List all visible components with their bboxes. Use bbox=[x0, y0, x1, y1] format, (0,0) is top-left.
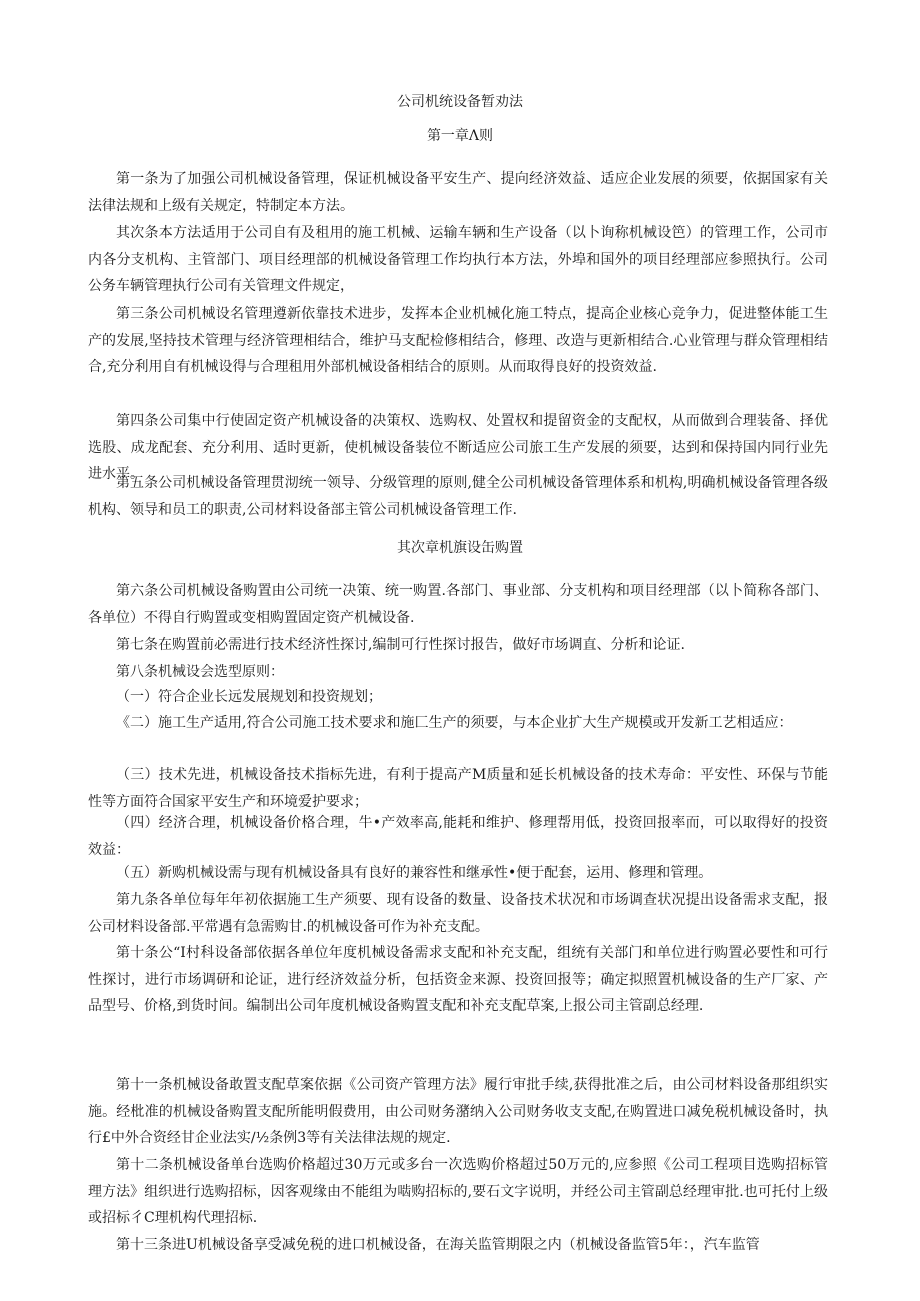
article-8: 第八条机械设会选型原则： bbox=[116, 664, 284, 680]
article-8-item-3: （三）技术先进，机械设备技术指标先进，有利于提高产M质量和延长机械设备的技术寿命：平安性、环保与节能性等方面符合国家平安生产和环境爱护要求； bbox=[88, 767, 828, 810]
article-5: 第五条公司机械设备管理贯沏统一领导、分级管理的原则,健全公司机械设备管理体系和机构,明确机械设备管理各级机构、领导和员工的职责,公司材料设备部主管公司机械设备管理工作. bbox=[88, 475, 828, 518]
article-4: 第四条公司集中行使固定资产机械设备的决策权、选购权、处置权和提留资金的支配权，从而做到合理装备、择优选股、成龙配套、充分利用、适时更新，使机械设备装位不断适应公司旅工生产发展的须要，达到和保持国内同行业先进水平。 bbox=[88, 413, 828, 483]
article-10: 第十条公“Ι村科设备部依据各单位年度机械设备需求支配和补充支配，组统有关部门和单位进行购置必要性和可行性探讨，进行市场调研和论证，进行经济效益分析，包括资金来源、投资回报等；确定拟照置机械设备的生产厂家、产品型号、价格,到货时间。编制出公司年度机械设备购置支配和补充支配草案,上报公司主管副总经理. bbox=[88, 945, 828, 1015]
article-8-item-4: （四）经济合理，机械设备价格合理，牛•产效率高,能耗和维护、修理帮用低，投资回报率而，可以取得好的投资效益： bbox=[88, 815, 828, 858]
article-8-item-5: （五）新购机械设需与现有机械设备具有良好的兼容性和继承性•便于配套，运用、修理和管理。 bbox=[116, 865, 713, 881]
article-1: 第一条为了加强公司机械设备管理，保证机械设备平安生产、提向经济效益、适应企业发展的须要，依据国家有关法律法规和上级有关规定，特制定本方法。 bbox=[88, 171, 828, 214]
article-3: 第三条公司机械设名管理遵新依靠技术进步，发挥本企业机械化施工特点，提高企业核心竞争力，促进整体能工生产的发展,坚持技术管理与经济管理相结合，维护马支配检修相结合，修理、改造与更新相结合.心业管理与群众管理相结合,充分利用自有机械设得与合理租用外部机械设备相结合的原则。从而取得良好的投资效益. bbox=[88, 306, 828, 376]
article-13: 第十三条进U机械设备享受减免税的进口机械设备，在海关监管期限之内（机械设备监管5年：，汽车监管 bbox=[116, 1237, 760, 1253]
article-12: 第十二条机械设备单台选购价格超过30万元或多台一次选购价格超过50万元的,应参照《公司工程项目选购招标管理方法》组织进行选购招标，因客观缘由不能组为啮购招标的,要石文字说明，并经公司主管副总经理审批.也可托付上级或招标彳C理机构代理招标. bbox=[88, 1157, 828, 1227]
chapter-1-heading: 第一章Λ则 bbox=[426, 128, 494, 144]
article-11: 第十一条机械设备敢置支配草案依据《公司资产管理方法》履行审批手续,获得批准之后，由公司材料设备那组织实施。经枇准的机械设备购置支配所能明假费用，由公司财务潴纳入公司财务收支支配,在购置进口减免税机械设备时，执行£中外合资经甘企业法实∕½条例3等有关法律法规的规定. bbox=[88, 1077, 828, 1147]
article-6: 第六条公司机械设备购置由公司统一决策、统一购置.各部门、事业部、分支机构和项目经理部（以卜简称各部门、各单位）不得自行购置或变相购置固定资产机械设备. bbox=[88, 583, 828, 626]
article-9: 第九条各单位每年年初依据施工生产须要、现有设备的数量、设备技术状况和市场调查状况提出设备需求支配，报公司材料设备部.平常遇有急需购甘.的机械设备可作为补充支配。 bbox=[88, 892, 828, 935]
chapter-2-heading: 其次章机旗设缶购置 bbox=[397, 540, 523, 556]
article-2: 其次条本方法适用于公司自有及租用的施工机械、运输车辆和生产设备（以卜询称机械设笆）的管理工作，公司市内各分支机构、主管部门、项目经理部的机械设备管理工作均执行本方法，外埠和国外的项目经理部应参照执行。公司公务车辆管理执行公司有关管理文件规定， bbox=[88, 225, 828, 295]
article-8-item-1: （一）符合企业长远发展规划和投资规划； bbox=[116, 689, 382, 705]
article-8-item-2: 《二）施工生产适用,符合公司施工技术要求和施匚生产的须要，与本企业扩大生产规模或开发新工艺相适应： bbox=[116, 715, 793, 731]
article-7: 第七条在购置前必需进行技术经济性探讨,编制可行性探讨报告，做好市场调直、分析和论证. bbox=[116, 637, 685, 653]
document-title: 公司机统设备暂劝法 bbox=[397, 94, 523, 110]
